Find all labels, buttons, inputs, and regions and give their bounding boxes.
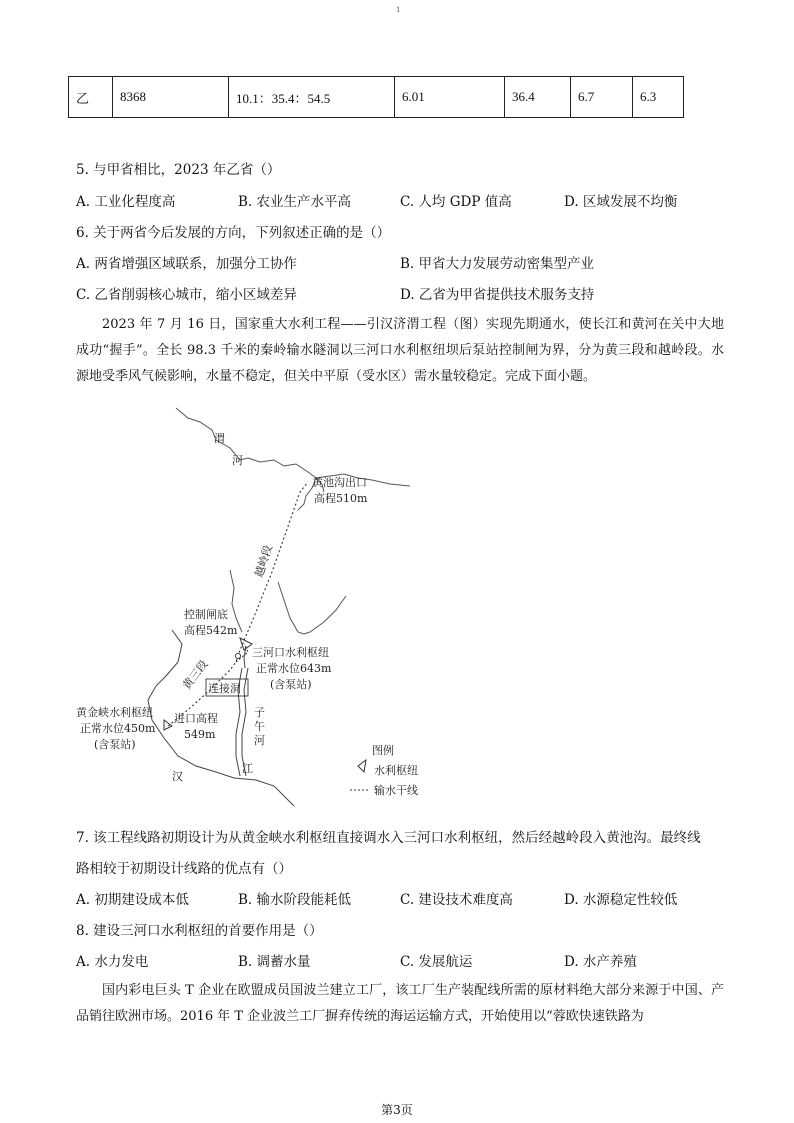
label-huangjinxia-3: (含泵站) <box>94 738 136 751</box>
tributary-east <box>310 596 346 632</box>
q5-stem: 5. 与甲省相比，2023 年乙省（） <box>76 162 281 178</box>
table-cell: 6.3 <box>633 77 684 118</box>
wei-river-line <box>176 408 410 486</box>
tributary-north <box>230 570 242 632</box>
q6-stem: 6. 关于两省今后发展的方向，下列叙述正确的是（） <box>76 225 391 241</box>
label-jiang: 江 <box>242 762 253 775</box>
q5-option-c: C. 人均 GDP 值高 <box>400 194 512 210</box>
label-huangchigou-2: 高程510m <box>314 492 368 505</box>
dam-icon <box>240 638 252 650</box>
table-cell: 8368 <box>113 77 229 118</box>
label-wei-1: 渭 <box>214 432 225 445</box>
q5-option-a: A. 工业化程度高 <box>76 194 176 210</box>
q8-option-d: D. 水产养殖 <box>564 954 637 970</box>
table-cell: 6.01 <box>395 77 505 118</box>
label-sanhekou-1: 三河口水利枢纽 <box>252 646 329 659</box>
label-han: 汉 <box>172 770 183 783</box>
table-cell: 6.7 <box>571 77 633 118</box>
control-gate-icon <box>236 654 241 659</box>
q5-option-b: B. 农业生产水平高 <box>238 194 352 210</box>
page-mark: 1 <box>396 6 401 14</box>
label-huangchigou-1: 黄池沟出口 <box>312 476 367 489</box>
q6-option-a: A. 两省增强区域联系，加强分工协作 <box>76 256 297 272</box>
label-ziwu-2: 午 <box>254 720 265 733</box>
q7-stem-2: 路相较于初期设计线路的优点有（） <box>76 861 292 877</box>
water-project-map <box>60 400 480 810</box>
tributary-west <box>278 582 298 632</box>
label-kongzhi-2: 高程542m <box>184 624 238 637</box>
label-sanhekou-2: 正常水位643m <box>256 662 332 675</box>
label-huangsan: 黄三段 <box>180 657 211 692</box>
legend-title: 图例 <box>372 744 394 757</box>
tributary-center <box>298 632 310 634</box>
q7-option-a: A. 初期建设成本低 <box>76 892 189 908</box>
passage-2: 国内彩电巨头 T 企业在欧盟成员国波兰建立工厂，该工厂生产装配线所需的原材料绝大部分来源于中国、产品销往欧洲市场。2016 年 T 企业波兰工厂摒弃传统的海运运输方式，开始使用以“蓉欧快速铁路为 <box>76 983 724 1024</box>
q6-option-c: C. 乙省削弱核心城市，缩小区域差异 <box>76 287 297 303</box>
label-kongzhi-1: 控制闸底 <box>184 608 228 621</box>
label-yueling: 越岭段 <box>252 543 276 579</box>
label-ziwu-3: 河 <box>254 734 265 747</box>
table-row <box>69 77 684 118</box>
q6-option-d: D. 乙省为甲省提供技术服务支持 <box>400 287 595 303</box>
label-jinkou-1: 进口高程 <box>174 712 218 725</box>
label-sanhekou-3: (含泵站) <box>270 678 312 691</box>
q8-option-a: A. 水力发电 <box>76 954 149 970</box>
legend-line-label: 输水干线 <box>374 784 418 797</box>
label-huangjinxia-1: 黄金峡水利枢纽 <box>76 706 153 719</box>
q8-option-c: C. 发展航运 <box>400 954 473 970</box>
label-huangjinxia-2: 正常水位450m <box>80 722 156 735</box>
ziwu-river-right <box>242 668 248 776</box>
q7-option-b: B. 输水阶段能耗低 <box>238 892 352 908</box>
q8-stem: 8. 建设三河口水利枢纽的首要作用是（） <box>76 923 323 939</box>
table-cell: 10.1：35.4：54.5 <box>229 77 395 118</box>
q5-option-d: D. 区域发展不均衡 <box>564 194 678 210</box>
q7-stem-1: 7. 该工程线路初期设计为从黄金峡水利枢纽直接调水入三河口水利枢纽，然后经越岭段入黄池沟。最终线 <box>76 830 701 846</box>
dam-icon <box>164 720 172 730</box>
label-jinkou-2: 549m <box>184 728 216 741</box>
page-footer: 第3页 <box>381 1103 413 1117</box>
q7-option-d: D. 水源稳定性较低 <box>564 892 678 908</box>
passage-1: 2023 年 7 月 16 日，国家重大水利工程——引汉济渭工程（图）实现先期通水，使长江和黄河在关中大地成功“握手”。全长 98.3 千米的秦岭输水隧洞以三河口水利枢纽坝后泵站控制闸为界，分为黄三段和越岭段。水源地受季风气候影响，水量不稳定，但关中平原（受水区）需水量较稳定。完成下面小题。 <box>76 317 724 384</box>
data-table <box>68 76 684 118</box>
legend-dam-icon <box>358 760 366 772</box>
label-lianjie: 连接洞 <box>208 682 241 695</box>
table-cell: 乙 <box>69 77 113 118</box>
q6-option-b: B. 甲省大力发展劳动密集型产业 <box>400 256 595 272</box>
q8-option-b: B. 调蓄水量 <box>238 954 311 970</box>
label-wei-2: 河 <box>232 454 243 467</box>
label-ziwu-1: 子 <box>254 706 265 719</box>
table-cell: 36.4 <box>505 77 571 118</box>
legend-dam-label: 水利枢纽 <box>374 764 418 777</box>
q7-option-c: C. 建设技术难度高 <box>400 892 513 908</box>
